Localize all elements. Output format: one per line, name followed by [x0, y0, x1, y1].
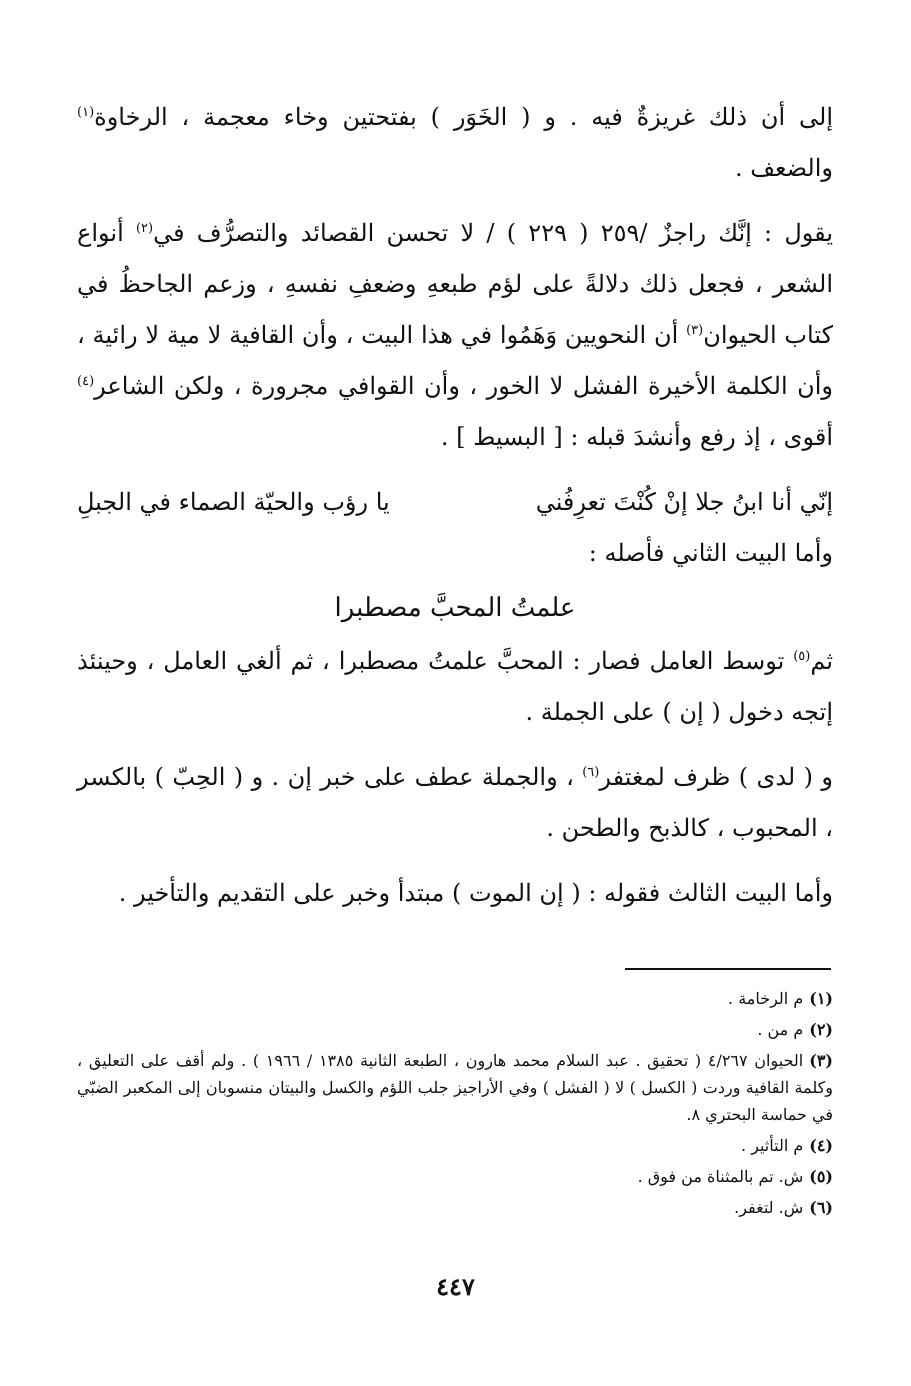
- footnote-text: م الرخامة .: [728, 989, 804, 1008]
- footnote-ref-1: (١): [77, 105, 95, 120]
- example-phrase: علمتُ المحبَّ مصطبرا: [334, 593, 576, 623]
- footnote-6: [77, 1194, 833, 1221]
- paragraph-5: [77, 868, 833, 919]
- footnote-text: م من .: [757, 1020, 804, 1039]
- footnote-text: الحيوان ٤/٢٦٧ ( تحقيق . عبد السلام محمد هارون ، الطبعة الثانية ١٣٨٥ / ١٩٦٦ ) . ولم أقف على التعليق ، وكلمة القافية وردت ( الكسل ) لا ( الفشل ) وفي الأراجيز جلب اللؤم والكسل والبيتان منسوبان إلى المكعبر الضبّي في حماسة البحتري ٨.: [77, 1051, 833, 1124]
- text-segment: ثم: [810, 647, 833, 675]
- footnote-number: (٢): [809, 1020, 833, 1039]
- footnote-text: ش. تم بالمثناة من فوق .: [637, 1167, 804, 1186]
- footnote-ref-2: (٢): [135, 221, 154, 236]
- after-verse-line: وأما البيت الثاني فأصله :: [588, 539, 833, 567]
- footnote-number: (٥): [809, 1167, 833, 1186]
- text-segment: أن النحويين وَهَمُوا في هذا البيت ، وأن القافية لا مية لا رائية ، وأن الكلمة الأخيرة الفشل لا الخور ، وأن القوافي مجرورة ، ولكن الشاعر: [77, 321, 833, 400]
- footnote-ref-6: (٦): [582, 765, 600, 780]
- footnote-separator: [625, 968, 831, 970]
- text-segment: و ( لدى ) ظرف لمغتفر: [599, 763, 833, 791]
- text-segment: والضعف .: [734, 154, 833, 182]
- text-segment: أقوى ، إذ رفع وأنشدَ قبله : [ البسيط ] .: [440, 423, 833, 451]
- footnote-2: [77, 1016, 833, 1043]
- footnote-1: [77, 985, 833, 1012]
- footnote-ref-4: (٤): [77, 374, 95, 389]
- verse-first-hemistich: إنّي أنا ابنُ جلا إنْ كُنْتَ تعرِفُني: [535, 488, 833, 516]
- footnote-number: (٦): [809, 1198, 833, 1217]
- verse-second-hemistich: يا رؤب والحيّة الصماء في الجبلِ: [77, 488, 390, 516]
- text-segment: أنواع الشعر ، فجعل ذلك دلالةً على لؤم طبعهِ وضعفِ نفسهِ ، وزعم الجاحظُ في كتاب الحيوان: [77, 219, 834, 349]
- text-segment: توسط العامل فصار : المحبَّ علمتُ مصطبرا ، ثم ألغي العامل ، وحينئذ إتجه دخول ( إن ) على الجملة .: [77, 647, 833, 726]
- footnote-number: (٤): [809, 1136, 833, 1155]
- text-segment: إلى أن ذلك غريزةٌ فيه . و ( الخَوَر ) بفتحتين وخاء معجمة ، الرخاوة: [94, 103, 833, 131]
- paragraph-3: [77, 636, 833, 738]
- footnote-ref-5: (٥): [793, 649, 811, 664]
- footnote-4: [77, 1132, 833, 1159]
- footnote-text: ش. لتغفر.: [734, 1198, 804, 1217]
- footnote-3: [77, 1047, 833, 1128]
- footnote-text: م التأثير .: [740, 1136, 804, 1155]
- page-number: ٤٤٧: [436, 1272, 475, 1301]
- text-segment: ، والجملة عطف على خبر إن . و ( الحِبّ ) بالكسر ، المحبوب ، كالذبح والطحن .: [77, 763, 833, 842]
- poetry-verse: [77, 477, 833, 528]
- paragraph-1: [77, 92, 833, 194]
- main-text: [77, 92, 833, 933]
- paragraph-2: [77, 208, 833, 463]
- footnote-5: [77, 1163, 833, 1190]
- footnote-number: (١): [809, 989, 833, 1008]
- paragraph-4: [77, 752, 833, 854]
- footnote-ref-3: (٣): [686, 323, 704, 338]
- footnote-number: (٣): [809, 1051, 833, 1070]
- text-segment: يقول : إنَّك راجزٌ /٢٥٩ ( ٢٢٩ ) / لا تحسن القصائد والتصرُّف في: [153, 219, 833, 247]
- footnotes: [77, 985, 833, 1225]
- text-segment: وأما البيت الثالث فقوله : ( إن الموت ) مبتدأ وخبر على التقديم والتأخير .: [118, 879, 833, 907]
